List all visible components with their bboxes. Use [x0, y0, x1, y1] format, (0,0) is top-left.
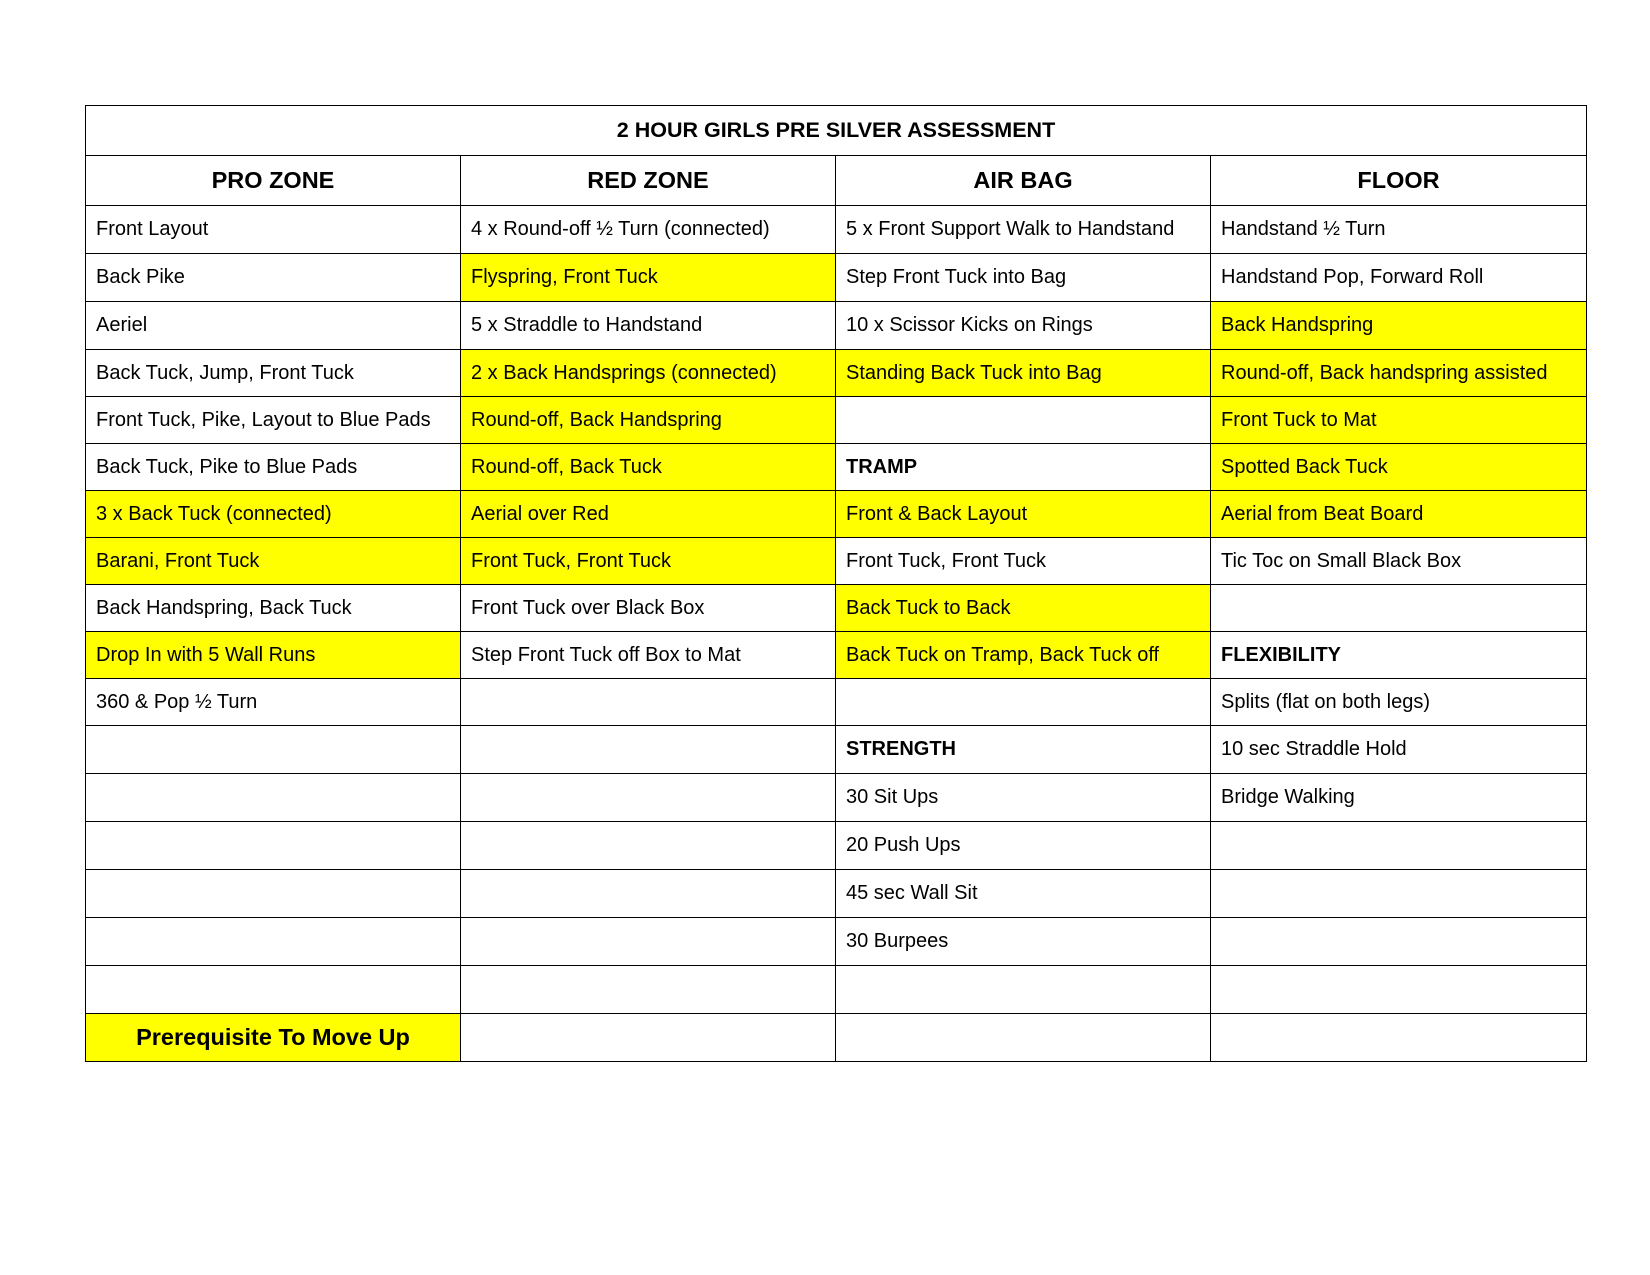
- table-row: [86, 632, 1587, 679]
- cell-pro-zone: Prerequisite To Move Up: [86, 1014, 461, 1062]
- cell-floor: Aerial from Beat Board: [1211, 491, 1587, 538]
- table-row: [86, 822, 1587, 870]
- cell-red-zone: [461, 774, 836, 822]
- table-row: [86, 206, 1587, 254]
- cell-air-bag: Step Front Tuck into Bag: [836, 254, 1211, 302]
- table-body: [86, 206, 1587, 1062]
- cell-air-bag: 5 x Front Support Walk to Handstand: [836, 206, 1211, 254]
- cell-floor: Round-off, Back handspring assisted: [1211, 350, 1587, 397]
- cell-floor: [1211, 918, 1587, 966]
- cell-pro-zone: Back Tuck, Pike to Blue Pads: [86, 444, 461, 491]
- cell-air-bag: Front Tuck, Front Tuck: [836, 538, 1211, 585]
- cell-floor: Bridge Walking: [1211, 774, 1587, 822]
- cell-red-zone: [461, 966, 836, 1014]
- cell-floor: Handstand ½ Turn: [1211, 206, 1587, 254]
- cell-red-zone: Round-off, Back Handspring: [461, 397, 836, 444]
- table-row: [86, 774, 1587, 822]
- column-header-pro-zone: PRO ZONE: [86, 156, 461, 206]
- cell-floor: Splits (flat on both legs): [1211, 679, 1587, 726]
- column-header-red-zone: RED ZONE: [461, 156, 836, 206]
- cell-pro-zone: Back Tuck, Jump, Front Tuck: [86, 350, 461, 397]
- cell-pro-zone: [86, 918, 461, 966]
- cell-red-zone: [461, 679, 836, 726]
- table-row: [86, 679, 1587, 726]
- cell-red-zone: Aerial over Red: [461, 491, 836, 538]
- cell-pro-zone: Barani, Front Tuck: [86, 538, 461, 585]
- cell-red-zone: Flyspring, Front Tuck: [461, 254, 836, 302]
- cell-air-bag: [836, 966, 1211, 1014]
- cell-air-bag: Back Tuck to Back: [836, 585, 1211, 632]
- cell-pro-zone: Back Pike: [86, 254, 461, 302]
- cell-pro-zone: Front Tuck, Pike, Layout to Blue Pads: [86, 397, 461, 444]
- cell-air-bag: [836, 397, 1211, 444]
- table-row: [86, 538, 1587, 585]
- cell-pro-zone: [86, 774, 461, 822]
- cell-floor: Spotted Back Tuck: [1211, 444, 1587, 491]
- cell-pro-zone: Back Handspring, Back Tuck: [86, 585, 461, 632]
- cell-air-bag: 20 Push Ups: [836, 822, 1211, 870]
- cell-red-zone: [461, 1014, 836, 1062]
- table-row: [86, 302, 1587, 350]
- table-row: [86, 350, 1587, 397]
- table-row: [86, 918, 1587, 966]
- cell-air-bag: Front & Back Layout: [836, 491, 1211, 538]
- cell-red-zone: Step Front Tuck off Box to Mat: [461, 632, 836, 679]
- cell-red-zone: 2 x Back Handsprings (connected): [461, 350, 836, 397]
- cell-floor: [1211, 870, 1587, 918]
- cell-red-zone: [461, 918, 836, 966]
- cell-pro-zone: [86, 822, 461, 870]
- cell-pro-zone: [86, 870, 461, 918]
- table-row: [86, 444, 1587, 491]
- table-row: [86, 585, 1587, 632]
- cell-floor: [1211, 966, 1587, 1014]
- cell-pro-zone: [86, 966, 461, 1014]
- cell-floor: Back Handspring: [1211, 302, 1587, 350]
- cell-pro-zone: Front Layout: [86, 206, 461, 254]
- cell-air-bag: TRAMP: [836, 444, 1211, 491]
- cell-red-zone: [461, 870, 836, 918]
- table-row: [86, 254, 1587, 302]
- cell-floor: [1211, 822, 1587, 870]
- cell-floor: [1211, 585, 1587, 632]
- cell-floor: Tic Toc on Small Black Box: [1211, 538, 1587, 585]
- cell-air-bag: 10 x Scissor Kicks on Rings: [836, 302, 1211, 350]
- table-row: [86, 870, 1587, 918]
- cell-red-zone: Front Tuck over Black Box: [461, 585, 836, 632]
- cell-air-bag: 30 Sit Ups: [836, 774, 1211, 822]
- table-row: [86, 1014, 1587, 1062]
- cell-air-bag: [836, 1014, 1211, 1062]
- title-row: [86, 106, 1587, 156]
- cell-red-zone: Round-off, Back Tuck: [461, 444, 836, 491]
- cell-air-bag: [836, 679, 1211, 726]
- cell-air-bag: Standing Back Tuck into Bag: [836, 350, 1211, 397]
- cell-air-bag: STRENGTH: [836, 726, 1211, 774]
- cell-floor: 10 sec Straddle Hold: [1211, 726, 1587, 774]
- cell-floor: Front Tuck to Mat: [1211, 397, 1587, 444]
- cell-floor: [1211, 1014, 1587, 1062]
- cell-pro-zone: [86, 726, 461, 774]
- cell-red-zone: 5 x Straddle to Handstand: [461, 302, 836, 350]
- table-row: [86, 491, 1587, 538]
- cell-pro-zone: 3 x Back Tuck (connected): [86, 491, 461, 538]
- cell-floor: FLEXIBILITY: [1211, 632, 1587, 679]
- column-header-air-bag: AIR BAG: [836, 156, 1211, 206]
- table-row: [86, 726, 1587, 774]
- cell-red-zone: [461, 822, 836, 870]
- cell-floor: Handstand Pop, Forward Roll: [1211, 254, 1587, 302]
- cell-red-zone: 4 x Round-off ½ Turn (connected): [461, 206, 836, 254]
- cell-pro-zone: Aeriel: [86, 302, 461, 350]
- column-header-floor: FLOOR: [1211, 156, 1587, 206]
- column-header-row: [86, 156, 1587, 206]
- cell-pro-zone: 360 & Pop ½ Turn: [86, 679, 461, 726]
- table-row: [86, 397, 1587, 444]
- table-row: [86, 966, 1587, 1014]
- cell-red-zone: [461, 726, 836, 774]
- cell-pro-zone: Drop In with 5 Wall Runs: [86, 632, 461, 679]
- cell-air-bag: Back Tuck on Tramp, Back Tuck off: [836, 632, 1211, 679]
- cell-air-bag: 30 Burpees: [836, 918, 1211, 966]
- table-title: 2 HOUR GIRLS PRE SILVER ASSESSMENT: [86, 106, 1587, 156]
- cell-red-zone: Front Tuck, Front Tuck: [461, 538, 836, 585]
- cell-air-bag: 45 sec Wall Sit: [836, 870, 1211, 918]
- assessment-table: [85, 105, 1587, 1062]
